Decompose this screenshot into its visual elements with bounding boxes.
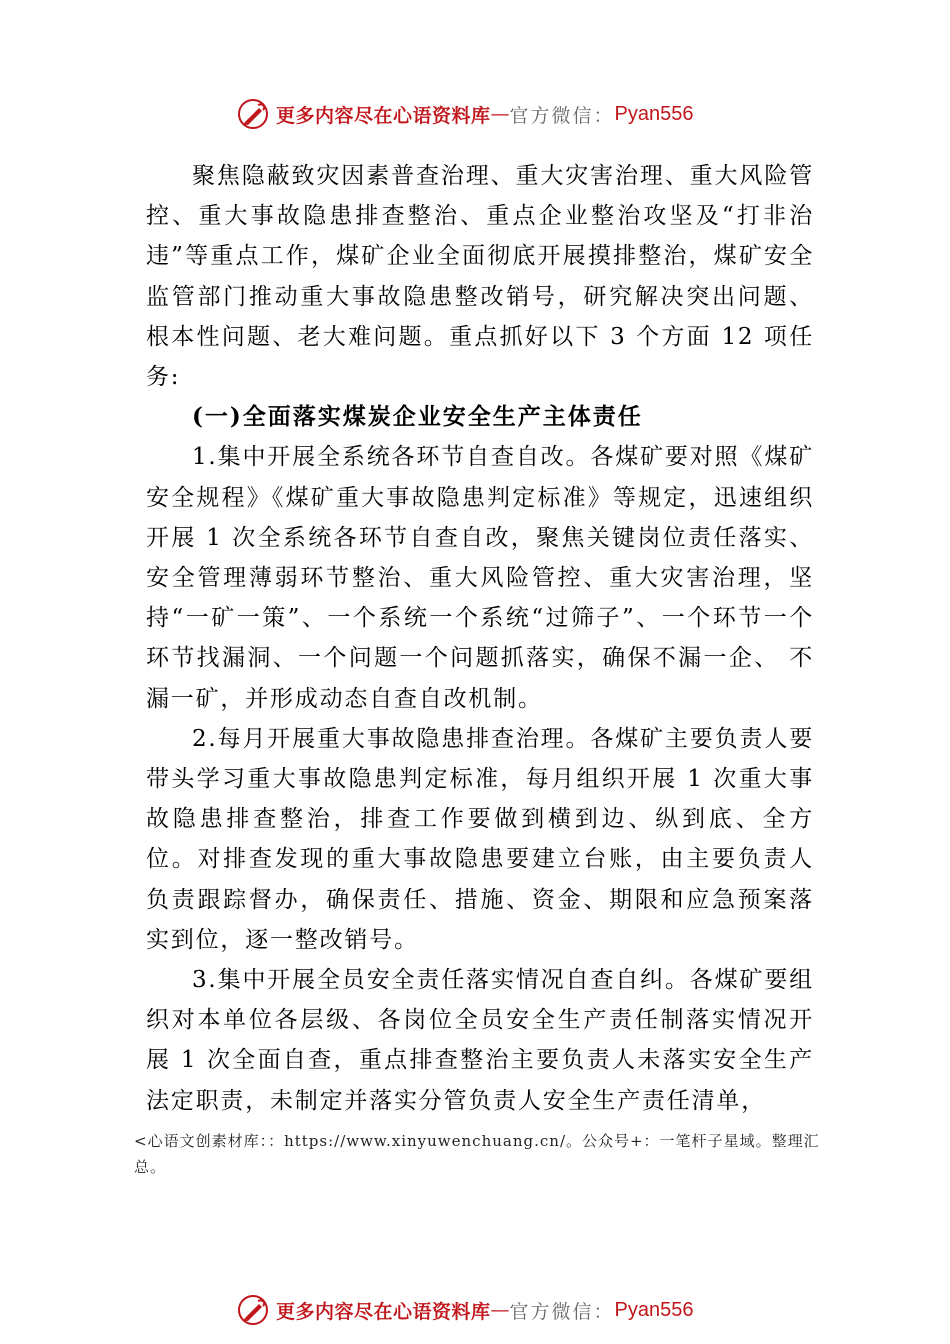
banner-wechat-label: 官方微信：: [509, 104, 615, 127]
banner-wechat-id: Pyan556: [614, 1298, 694, 1321]
document-body: [146, 156, 814, 1121]
item-2-paragraph: 2.每月开展重大事故隐患排查治理。各煤矿主要负责人要带头学习重大事故隐患判定标准，每月组织开展 1 次重大事故隐患排查整治，排查工作要做到横到边、纵到底、全方位。对排查发现的重大事故隐患要建立台账，由主要负责人负责跟踪督办，确保责任、措施、资金、期限和应急预案落实到位，逐一整改销号。: [146, 725, 814, 953]
banner-wechat-label: 官方微信：: [509, 1300, 615, 1323]
intro-paragraph: 聚焦隐蔽致灾因素普查治理、重大灾害治理、重大风险管控、重大事故隐患排查整治、重点企业整治攻坚及“打非治违”等重点工作，煤矿企业全面彻底开展摸排整治，煤矿安全监管部门推动重大事故隐患整改销号，研究解决突出问题、根本性问题、老大难问题。重点抓好以下 3 个方面 12 项任务:: [146, 163, 814, 391]
pen-logo-icon: [236, 97, 270, 131]
banner-title: 更多内容尽在心语资料库: [276, 104, 491, 127]
item-3-paragraph: 3.集中开展全员安全责任落实情况自查自纠。各煤矿要组织对本单位各层级、各岗位全员安全生产责任制落实情况开展 1 次全面自查，重点排查整治主要负责人未落实安全生产法定职责，未制定并落实分管负责人安全生产责任清单，: [146, 967, 814, 1114]
item-1-paragraph: 1.集中开展全系统各环节自查自改。各煤矿要对照《煤矿安全规程》《煤矿重大事故隐患判定标准》等规定，迅速组织开展 1 次全系统各环节自查自改，聚焦关键岗位责任落实、安全管理薄弱环节整治、重大风险管控、重大灾害治理，坚持“一矿一策”、一个系统一个系统“过筛子”、一个环节一个环节找漏洞、一个问题一个问题抓落实，确保不漏一企、 不漏一矿，并形成动态自查自改机制。: [146, 444, 814, 712]
footer-banner: [236, 1292, 694, 1328]
banner-dash: —: [490, 103, 510, 125]
pen-logo-icon: [236, 1293, 270, 1327]
section-heading: (一)全面落实煤炭企业安全生产主体责任: [192, 403, 643, 431]
source-note: <心语文创素材库：：https://www.xinyuwenchuang.cn/。公众号+：一笔杆子星域。整理汇总。: [134, 1132, 820, 1176]
banner-wechat-id: Pyan556: [614, 102, 694, 125]
banner-dash: —: [490, 1299, 510, 1321]
header-banner: [236, 96, 694, 132]
banner-title: 更多内容尽在心语资料库: [276, 1300, 491, 1323]
